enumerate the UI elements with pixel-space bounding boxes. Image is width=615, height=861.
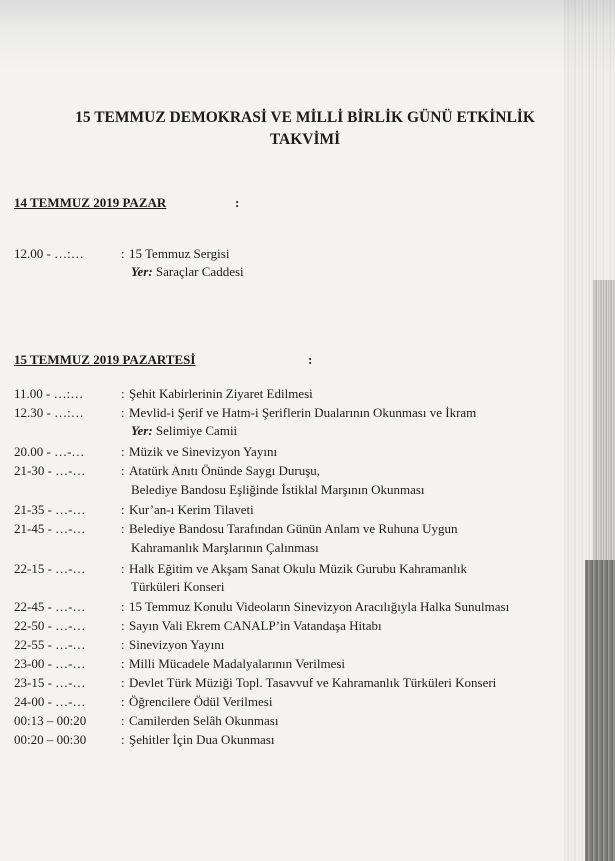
event-time: 23-15 - …-… [14,675,86,690]
event-description: Şehit Kabirlerinin Ziyaret Edilmesi [129,386,313,401]
event-location [131,422,237,440]
event-description: Devlet Türk Müziği Topl. Tasavvuf ve Kahramanlık Türküleri Konseri [129,675,497,690]
location-label: Yer: [131,423,153,438]
event-time: 21-45 - …-… [14,521,86,536]
event-separator: : [121,386,125,401]
event-location [131,263,244,281]
event-description: Kur’an-ı Kerim Tilaveti [129,502,254,517]
event-description: Camilerden Selâh Okunması [129,713,279,728]
event-separator: : [121,246,125,261]
event-separator: : [121,521,125,536]
event-separator: : [121,463,125,478]
day-heading-label: 14 TEMMUZ 2019 PAZAR [14,195,167,210]
event-description: Atatürk Anıtı Önünde Saygı Duruşu, [129,463,321,478]
event-time: 22-50 - …-… [14,618,86,633]
event-description-continued: Türküleri Konseri [131,579,225,594]
event-description: 15 Temmuz Konulu Videoların Sinevizyon Aracılığıyla Halka Sunulması [129,599,510,614]
location-value: Saraçlar Caddesi [155,264,244,279]
location-label: Yer: [131,264,153,279]
day-heading-colon: : [235,195,240,210]
event-description: Sinevizyon Yayını [129,637,225,652]
event-separator: : [121,618,125,633]
event-separator: : [121,656,125,671]
event-time: 22-15 - …-… [14,561,86,576]
event-description: 15 Temmuz Sergisi [129,246,230,261]
event-separator: : [121,599,125,614]
event-separator: : [121,444,125,459]
event-time: 12.00 - …:… [14,246,84,261]
title-line-1: 15 TEMMUZ DEMOKRASİ VE MİLLİ BİRLİK GÜNÜ ETKİNLİK [75,109,535,126]
event-time: 20.00 - …-… [14,444,85,459]
event-time: 24-00 - …-… [14,694,86,709]
event-description-continued: Kahramanlık Marşlarının Çalınması [131,540,319,555]
event-time: 00:13 – 00:20 [14,713,87,728]
day-heading-14-july [14,195,240,211]
event-time: 21-35 - …-… [14,502,86,517]
event-description: Şehitler İçin Dua Okunması [129,732,275,747]
day-heading-colon: : [308,352,313,367]
event-description: Sayın Vali Ekrem CANALP’in Vatandaşa Hitabı [129,618,382,633]
scan-right-edge-shadow [593,280,615,560]
event-description-continued: Belediye Bandosu Eşliğinde İstiklal Marşının Okunması [131,482,425,497]
scan-right-edge-band [585,560,615,861]
title-line-2: TAKVİMİ [269,131,341,148]
event-separator: : [121,713,125,728]
event-description: Öğrencilere Ödül Verilmesi [129,694,273,709]
location-value: Selimiye Camii [155,423,238,438]
document-title [40,107,570,151]
event-time: 21-30 - …-… [14,463,86,478]
day-heading-label: 15 TEMMUZ 2019 PAZARTESİ [14,352,196,367]
event-separator: : [121,637,125,652]
event-time: 12.30 - …:… [14,405,84,420]
event-time: 00:20 – 00:30 [14,732,87,747]
event-description: Milli Mücadele Madalyalarının Verilmesi [129,656,346,671]
event-separator: : [121,561,125,576]
event-description: Belediye Bandosu Tarafından Günün Anlam ve Ruhuna Uygun [129,521,458,536]
event-time: 11.00 - …:… [14,386,84,401]
event-separator: : [121,405,125,420]
event-description: Halk Eğitim ve Akşam Sanat Okulu Müzik Gurubu Kahramanlık [129,561,467,576]
event-time: 23-00 - …-… [14,656,86,671]
event-description: Müzik ve Sinevizyon Yayını [129,444,278,459]
event-time: 22-45 - …-… [14,599,86,614]
event-separator: : [121,732,125,747]
day-heading-15-july [14,352,313,368]
scan-top-shadow [0,0,615,70]
event-separator: : [121,675,125,690]
event-description: Mevlid-i Şerif ve Hatm-i Şeriflerin Dualarının Okunması ve İkram [129,405,477,420]
event-time: 22-55 - …-… [14,637,86,652]
event-separator: : [121,694,125,709]
event-separator: : [121,502,125,517]
